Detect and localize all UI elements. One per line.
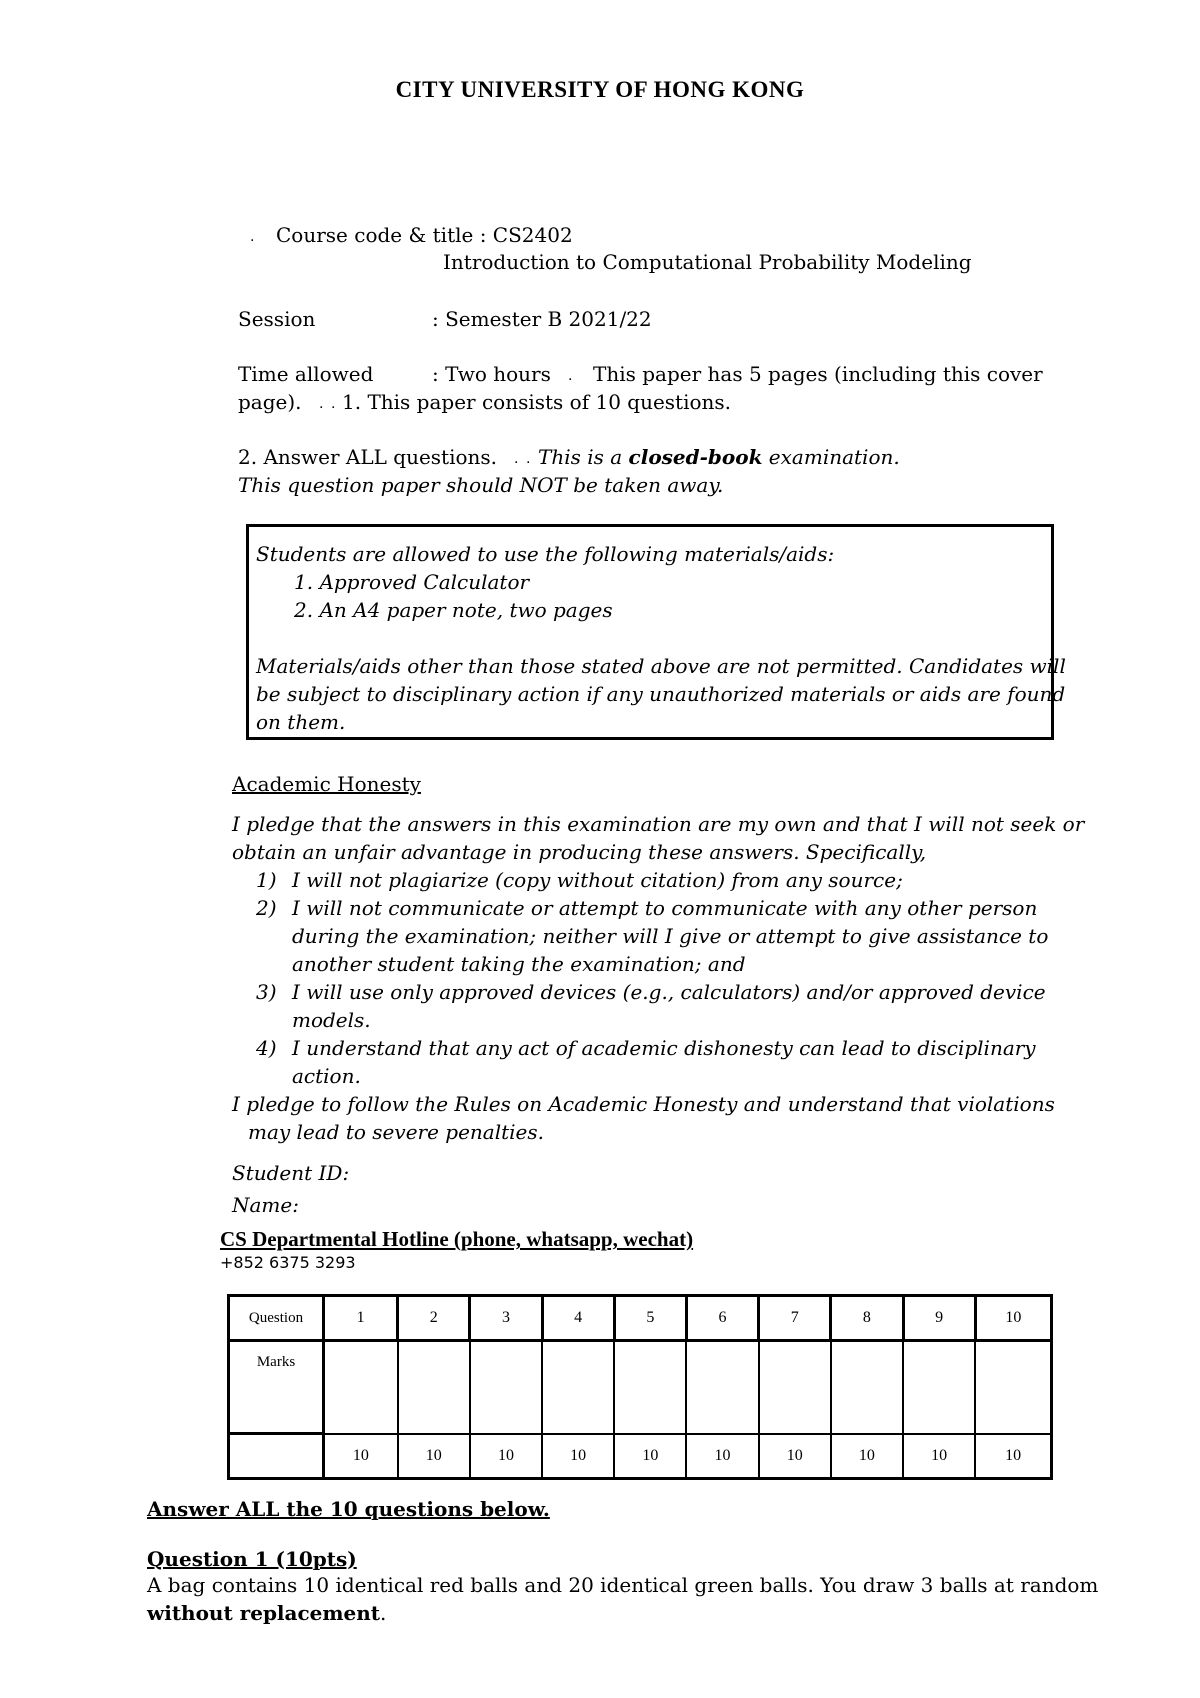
student-id-label: Student ID: [232,1161,350,1185]
bullet-dot: . [250,229,255,245]
pledge-item-number: 1) [256,868,277,892]
pledge-item: during the examination; neither will I give or attempt to give assistance to [292,924,1049,948]
marks-entry-cell [759,1341,831,1434]
course-code-line: Course code & title : CS2402 [276,223,573,247]
table-header-cell: Question [229,1296,324,1341]
max-marks-cell: 10 [542,1434,614,1479]
pledge-text: obtain an unfair advantage in producing these answers. Specifically, [232,840,927,864]
course-title: Introduction to Computational Probability Modeling [443,250,972,274]
pledge-item: I understand that any act of academic dishonesty can lead to disciplinary [292,1036,1036,1060]
closed-book-emphasis: closed-book [628,445,763,469]
pledge-item: I will not plagiarize (copy without citation) from any source; [292,868,903,892]
max-marks-cell: 10 [831,1434,903,1479]
pledge-item: I will not communicate or attempt to communicate with any other person [292,896,1038,920]
max-marks-cell: 10 [759,1434,831,1479]
table-row [229,1341,1052,1434]
marks-entry-cell [324,1341,398,1434]
bullet-dot: . [526,451,531,467]
question-number-cell: 9 [903,1296,975,1341]
pledge-item: action. [292,1064,361,1088]
pledge-closing: I pledge to follow the Rules on Academic Honesty and understand that violations [232,1092,1055,1116]
session-value: : Semester B 2021/22 [432,307,652,331]
hotline-heading: CS Departmental Hotline (phone, whatsapp, wechat) [220,1227,694,1251]
question-number-cell: 5 [614,1296,686,1341]
instruction-2: 2. Answer ALL questions. [238,445,498,469]
question-number-cell: 3 [470,1296,542,1341]
question-1-text: A bag contains 10 identical red balls and 20 identical green balls. You draw 3 balls at random [147,1573,1099,1597]
pledge-item: models. [292,1008,371,1032]
pledge-closing: may lead to severe penalties. [248,1120,545,1144]
bullet-dot: . [331,396,336,412]
instruction-1: 1. This paper consists of 10 questions. [342,390,732,414]
take-away-note: This question paper should NOT be taken away. [238,473,724,497]
question-1-title: Question 1 (10pts) [147,1547,357,1571]
question-number-cell: 8 [831,1296,903,1341]
question-number-cell: 2 [398,1296,470,1341]
marks-entry-cell [398,1341,470,1434]
bullet-dot: . [568,368,573,384]
materials-warning: Materials/aids other than those stated above are not permitted. Candidates will [256,654,1066,678]
pledge-item-number: 4) [256,1036,277,1060]
pledge-item: another student taking the examination; and [292,952,746,976]
material-item: 2. An A4 paper note, two pages [294,598,613,622]
materials-warning: on them. [256,710,346,734]
max-marks-cell: 10 [975,1434,1051,1479]
university-title: CITY UNIVERSITY OF HONG KONG [395,77,805,102]
marks-label-cell: Marks [229,1341,324,1434]
question-number-cell: 1 [324,1296,398,1341]
question-number-cell: 7 [759,1296,831,1341]
marks-entry-cell [903,1341,975,1434]
pages-note-cont: page). [238,390,302,414]
question-1-text-cont: without replacement. [147,1601,387,1625]
pledge-text: I pledge that the answers in this examination are my own and that I will not seek or [232,812,1085,836]
question-number-cell: 4 [542,1296,614,1341]
pages-note: This paper has 5 pages (including this cover [593,362,1043,386]
time-value: : Two hours [432,362,551,386]
question-1-emphasis: without replacement [147,1601,381,1625]
marks-entry-cell [831,1341,903,1434]
max-marks-cell: 10 [470,1434,542,1479]
marks-entry-cell [975,1341,1051,1434]
materials-intro: Students are allowed to use the following materials/aids: [256,542,835,566]
marks-table [227,1294,1053,1480]
bullet-dot: . [319,396,324,412]
materials-warning: be subject to disciplinary action if any unauthorized materials or aids are found [256,682,1066,706]
hotline-number: +852 6375 3293 [220,1253,356,1272]
closed-book-note: This is a closed-book examination. [538,445,900,469]
pledge-item-number: 2) [256,896,277,920]
marks-entry-cell [686,1341,758,1434]
question-number-cell: 10 [975,1296,1051,1341]
bullet-dot: . [514,451,519,467]
question-number-cell: 6 [686,1296,758,1341]
max-marks-cell: 10 [324,1434,398,1479]
marks-entry-cell [614,1341,686,1434]
max-marks-cell: 10 [686,1434,758,1479]
marks-entry-cell [542,1341,614,1434]
name-label: Name: [232,1193,299,1217]
pledge-item: I will use only approved devices (e.g., calculators) and/or approved device [292,980,1046,1004]
max-marks-cell: 10 [398,1434,470,1479]
session-label: Session [238,307,316,331]
empty-cell [229,1434,324,1479]
academic-honesty-heading: Academic Honesty [232,772,421,796]
table-row [229,1434,1052,1479]
table-row [229,1296,1052,1341]
pledge-item-number: 3) [256,980,277,1004]
time-label: Time allowed [238,362,374,386]
answer-all-heading: Answer ALL the 10 questions below. [147,1497,550,1521]
max-marks-cell: 10 [903,1434,975,1479]
max-marks-cell: 10 [614,1434,686,1479]
marks-entry-cell [470,1341,542,1434]
material-item: 1. Approved Calculator [294,570,530,594]
